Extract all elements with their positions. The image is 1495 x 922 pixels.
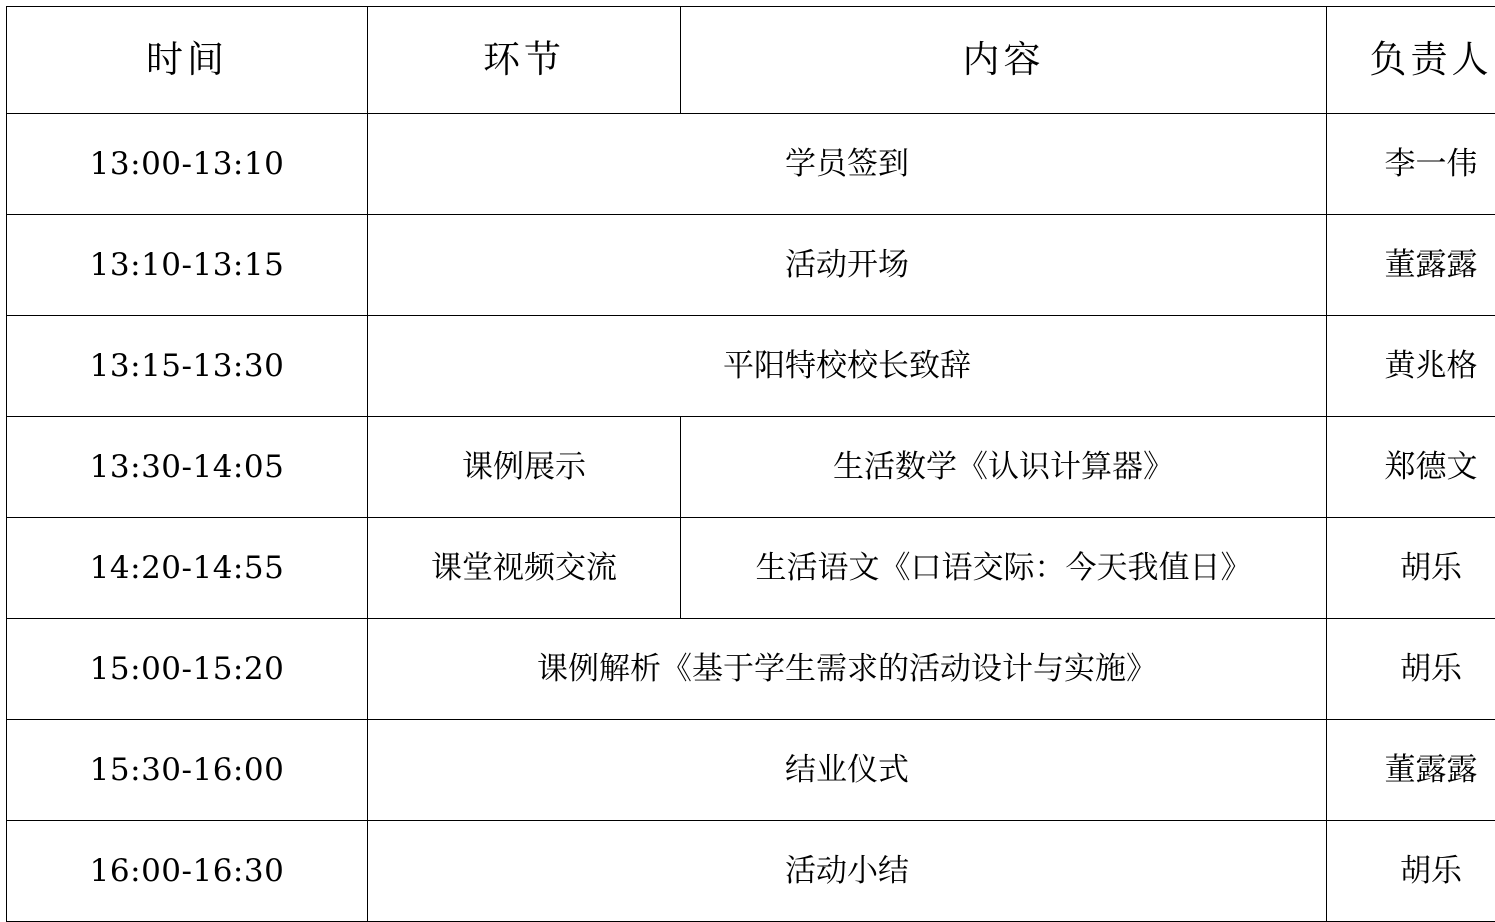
table-body (7, 114, 1495, 922)
column-header-owner: 负责人 (1327, 7, 1495, 114)
cell-stage: 课例展示 (368, 417, 681, 518)
cell-time: 13:00-13:10 (7, 114, 368, 215)
schedule-table (6, 6, 1495, 922)
table-row (7, 619, 1495, 720)
cell-time: 16:00-16:30 (7, 821, 368, 922)
table-row (7, 417, 1495, 518)
cell-time: 13:15-13:30 (7, 316, 368, 417)
column-header-time: 时间 (7, 7, 368, 114)
table-header-row (7, 7, 1495, 114)
cell-owner: 董露露 (1327, 215, 1495, 316)
cell-content: 生活语文《口语交际：今天我值日》 (681, 518, 1327, 619)
cell-content: 课例解析《基于学生需求的活动设计与实施》 (368, 619, 1327, 720)
table-row (7, 720, 1495, 821)
cell-content: 平阳特校校长致辞 (368, 316, 1327, 417)
cell-time: 15:00-15:20 (7, 619, 368, 720)
cell-owner: 李一伟 (1327, 114, 1495, 215)
cell-owner: 郑德文 (1327, 417, 1495, 518)
column-header-content: 内容 (681, 7, 1327, 114)
cell-owner: 黄兆格 (1327, 316, 1495, 417)
cell-content: 结业仪式 (368, 720, 1327, 821)
cell-content: 活动小结 (368, 821, 1327, 922)
cell-owner: 胡乐 (1327, 518, 1495, 619)
table-header (7, 7, 1495, 114)
cell-owner: 胡乐 (1327, 821, 1495, 922)
cell-content: 活动开场 (368, 215, 1327, 316)
cell-content: 学员签到 (368, 114, 1327, 215)
table-row (7, 518, 1495, 619)
cell-owner: 胡乐 (1327, 619, 1495, 720)
cell-time: 13:10-13:15 (7, 215, 368, 316)
cell-stage: 课堂视频交流 (368, 518, 681, 619)
cell-content: 生活数学《认识计算器》 (681, 417, 1327, 518)
cell-time: 14:20-14:55 (7, 518, 368, 619)
cell-owner: 董露露 (1327, 720, 1495, 821)
cell-time: 13:30-14:05 (7, 417, 368, 518)
table-row (7, 821, 1495, 922)
table-row (7, 316, 1495, 417)
column-header-stage: 环节 (368, 7, 681, 114)
table-row (7, 114, 1495, 215)
table-row (7, 215, 1495, 316)
cell-time: 15:30-16:00 (7, 720, 368, 821)
